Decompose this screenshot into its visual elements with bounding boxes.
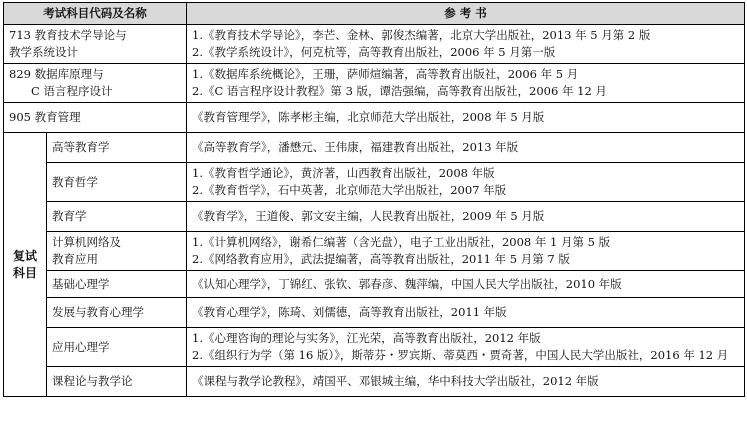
table-row <box>4 328 745 367</box>
book-line: 2.《教学系统设计》，何克杭等，高等教育出版社，2006 年 5 月第一版 <box>192 45 556 59</box>
book-cell: 《认知心理学》，丁锦红、张钦、郭春彦、魏萍编，中国人民大学出版社，2010 年版 <box>187 271 745 298</box>
book-line: 2.《网络教育应用》，武法提编著，高等教育出版社，2011 年 5 月第 7 版 <box>192 252 570 266</box>
subject-cell <box>47 232 187 271</box>
subject-line: 教学系统设计 <box>9 45 78 59</box>
subject-cell: 教育哲学 <box>47 163 187 202</box>
table-row <box>4 163 745 202</box>
book-line: 1.《教育哲学通论》，黄济著，山西教育出版社，2008 年版 <box>192 166 495 180</box>
reference-header: 参 考 书 <box>187 3 745 25</box>
book-line: 2.《组织行为学（第 16 版）》，斯蒂芬・罗宾斯、蒂莫西・贾奇著，中国人民大学出版社，2016 年 12 月 <box>192 348 729 362</box>
subject-header: 考试科目代码及名称 <box>4 3 187 25</box>
subject-line: 829 数据库原理与 <box>9 67 104 81</box>
book-cell <box>187 25 745 64</box>
book-cell <box>187 328 745 367</box>
table-row <box>4 202 745 232</box>
reference-book-table <box>3 2 745 397</box>
subject-cell: 高等教育学 <box>47 133 187 163</box>
book-line: 2.《教育哲学》，石中英著，北京师范大学出版社，2007 年版 <box>192 183 507 197</box>
subject-cell: 发展与教育心理学 <box>47 298 187 328</box>
book-cell: 《高等教育学》，潘懋元、王伟康，福建教育出版社，2013 年版 <box>187 133 745 163</box>
book-line: 1.《数据库系统概论》，王珊，萨师煊编著，高等教育出版社，2006 年 5 月 <box>192 67 579 81</box>
book-cell <box>187 64 745 103</box>
book-cell: 《教育管理学》，陈孝彬主编，北京师范大学出版社，2008 年 5 月版 <box>187 103 745 133</box>
table-row <box>4 64 745 103</box>
table-row <box>4 25 745 64</box>
subject-cell <box>4 25 187 64</box>
book-cell <box>187 163 745 202</box>
subject-line: C 语言程序设计 <box>31 84 113 98</box>
book-cell <box>187 232 745 271</box>
book-line: 1.《计算机网络》，谢希仁编著（含光盘），电子工业出版社，2008 年 1 月第 5 版 <box>192 235 611 249</box>
retest-subjects-label <box>4 133 47 397</box>
subject-cell: 基础心理学 <box>47 271 187 298</box>
subject-cell: 应用心理学 <box>47 328 187 367</box>
book-line: 2.《C 语言程序设计教程》第 3 版，谭浩强编，高等教育出版社，2006 年 12 月 <box>192 84 607 98</box>
subject-cell: 905 教育管理 <box>4 103 187 133</box>
retest-label-line: 复试 <box>12 248 37 263</box>
book-line: 1.《心理咨询的理论与实务》，江光荣，高等教育出版社，2012 年版 <box>192 331 541 345</box>
subject-cell: 课程论与教学论 <box>47 367 187 397</box>
subject-line: 计算机网络及 <box>52 235 121 249</box>
table-row <box>4 103 745 133</box>
subject-cell <box>4 64 187 103</box>
subject-line: 教育应用 <box>52 252 98 266</box>
subject-line: 713 教育技术学导论与 <box>9 28 127 42</box>
table-row <box>4 271 745 298</box>
subject-cell: 教育学 <box>47 202 187 232</box>
header-row <box>4 3 745 25</box>
table-row <box>4 298 745 328</box>
book-cell: 《教育心理学》，陈琦、刘儒德，高等教育出版社，2011 年版 <box>187 298 745 328</box>
retest-label-line: 科目 <box>12 265 37 280</box>
table-row <box>4 232 745 271</box>
book-cell: 《课程与教学论教程》，靖国平、邓银城主编，华中科技大学出版社，2012 年版 <box>187 367 745 397</box>
table-row <box>4 133 745 163</box>
book-cell: 《教育学》，王道俊、郭文安主编，人民教育出版社，2009 年 5 月版 <box>187 202 745 232</box>
table-row <box>4 367 745 397</box>
book-line: 1.《教育技术学导论》，李芒、金林、郭俊杰编著，北京大学出版社，2013 年 5 月第 2 版 <box>192 28 651 42</box>
